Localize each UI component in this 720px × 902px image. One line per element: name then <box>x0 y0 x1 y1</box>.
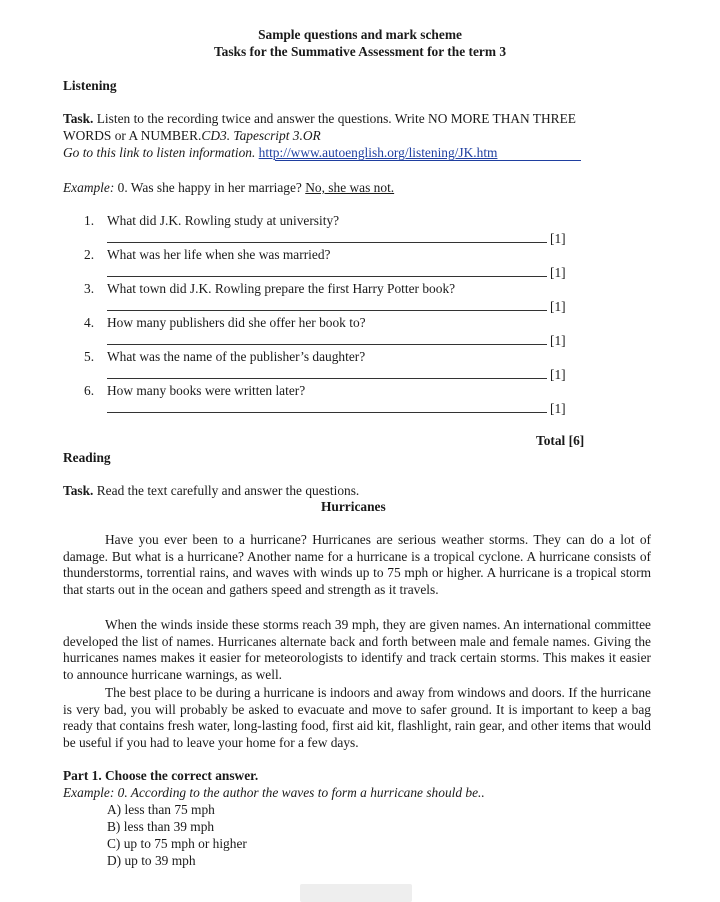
listening-link[interactable]: http://www.autoenglish.org/listening/JK.htm <box>258 145 498 160</box>
example-answer: No, she was not. <box>305 180 395 195</box>
question-mark: [1] <box>550 265 566 280</box>
answer-line[interactable] <box>107 276 547 277</box>
question-mark: [1] <box>550 231 566 246</box>
part1-example: Example: 0. According to the author the waves to form a hurricane should be.. <box>63 785 485 800</box>
reading-task-text: Read the text carefully and answer the questions. <box>93 483 360 498</box>
document-title: Sample questions and mark scheme <box>258 27 462 42</box>
listening-task-text-2: WORDS or A NUMBER. <box>63 128 202 143</box>
question-text: What was her life when she was married? <box>107 247 331 262</box>
listening-example <box>63 180 394 197</box>
listening-tapescript: CD3. Tapescript 3.OR <box>201 128 321 143</box>
question-text: What did J.K. Rowling study at university? <box>107 213 340 228</box>
question-text: How many publishers did she offer her book to? <box>107 315 366 330</box>
question-mark: [1] <box>550 401 566 416</box>
answer-line[interactable] <box>107 412 547 413</box>
listening-task-line-1 <box>63 111 576 128</box>
question-text: What town did J.K. Rowling prepare the first Harry Potter book? <box>107 281 456 296</box>
question-number: 1. <box>84 213 95 228</box>
listening-heading: Listening <box>63 78 117 93</box>
answer-line[interactable] <box>107 344 547 345</box>
reading-paragraph: The best place to be during a hurricane is indoors and away from windows and doors. If the hurricane is very bad, you will probably be asked to evacuate and move to safer ground. It is important to keep a bag ready that contains fresh water, long-lasting food, first aid kit, flashlight, rain gear, and other items that would be useful if you had to leave your home for a few days. <box>63 685 651 750</box>
question-number: 6. <box>84 383 95 398</box>
answer-option[interactable]: B) less than 39 mph <box>107 819 215 834</box>
example-question: 0. Was she happy in her marriage? <box>114 180 302 195</box>
faded-watermark <box>300 884 412 902</box>
listening-task-line-2 <box>63 128 321 145</box>
question-mark: [1] <box>550 299 566 314</box>
question-number: 3. <box>84 281 95 296</box>
reading-paragraph: When the winds inside these storms reach 39 mph, they are given names. An international committee developed the list of names. Hurricanes alternate back and forth between male and female names. Giving the hurricanes names makes it easier for meteorologists to identify and track certain storms. This makes it easier to announce hurricane warnings, as well. <box>63 617 651 682</box>
part1-heading: Part 1. Choose the correct answer. <box>63 768 259 783</box>
link-underline-extension <box>275 160 581 161</box>
listening-link-prefix: Go to this link to listen information. <box>63 145 256 160</box>
document-subtitle: Tasks for the Summative Assessment for the term 3 <box>213 44 507 59</box>
answer-line[interactable] <box>107 310 547 311</box>
question-number: 5. <box>84 349 95 364</box>
question-text: What was the name of the publisher’s daughter? <box>107 349 366 364</box>
listening-total: Total [6] <box>536 433 585 448</box>
answer-option[interactable]: A) less than 75 mph <box>107 802 215 817</box>
text-title: Hurricanes <box>321 499 386 514</box>
example-label: Example: <box>63 180 115 195</box>
question-mark: [1] <box>550 367 566 382</box>
listening-task-label: Task. <box>63 111 94 126</box>
reading-task-label: Task. <box>63 483 94 498</box>
reading-task <box>63 483 359 500</box>
answer-line[interactable] <box>107 242 547 243</box>
answer-option[interactable]: D) up to 39 mph <box>107 853 196 868</box>
question-text: How many books were written later? <box>107 383 306 398</box>
question-mark: [1] <box>550 333 566 348</box>
question-number: 4. <box>84 315 95 330</box>
reading-heading: Reading <box>63 450 111 465</box>
answer-line[interactable] <box>107 378 547 379</box>
listening-task-text-1: Listen to the recording twice and answer the questions. Write NO MORE THAN THREE <box>93 111 576 126</box>
question-number: 2. <box>84 247 95 262</box>
answer-option[interactable]: C) up to 75 mph or higher <box>107 836 247 851</box>
reading-paragraph: Have you ever been to a hurricane? Hurricanes are serious weather storms. They can do a lot of damage. But what is a hurricane? Another name for a hurricane is a tropical cyclone. A hurricane consists of thunderstorms, torrential rains, and waves with winds up to 75 mph or higher. A hurricane is a tropical storm that starts out in the ocean and gathers speed and strength as it travels. <box>63 532 651 597</box>
